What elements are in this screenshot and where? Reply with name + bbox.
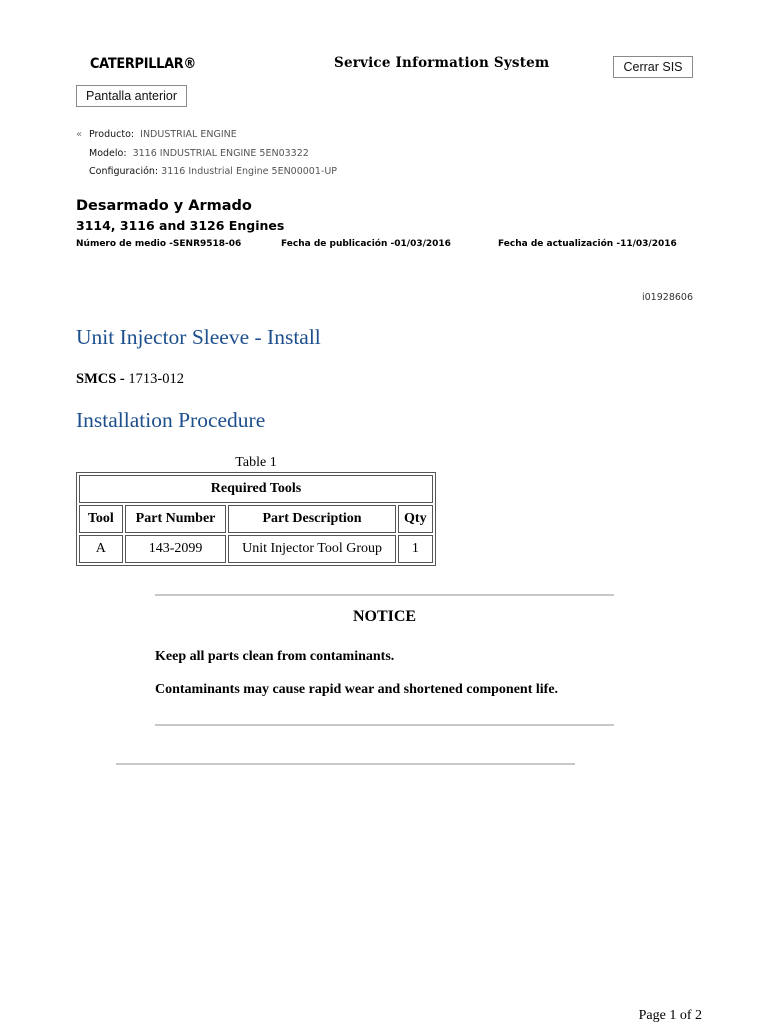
configuration-label: Configuración: [89, 166, 159, 177]
product-label: Producto: [89, 129, 135, 140]
column-header-part-description: Part Description [228, 505, 395, 533]
column-header-part-number: Part Number [125, 505, 227, 533]
notice-line-2: Contaminants may cause rapid wear and shortened component life. [155, 682, 559, 697]
table-row [79, 535, 433, 563]
model-value: 3116 INDUSTRIAL ENGINE 5EN03322 [132, 148, 309, 159]
table-title: Required Tools [79, 475, 433, 503]
document-id: i01928606 [642, 292, 693, 303]
configuration-value: 3116 Industrial Engine 5EN00001-UP [161, 166, 338, 177]
model-row [89, 148, 309, 159]
publication-date: Fecha de publicación -01/03/2016 [281, 239, 451, 249]
column-header-tool: Tool [79, 505, 123, 533]
cell-part-description: Unit Injector Tool Group [228, 535, 395, 563]
notice-top-divider [155, 594, 614, 596]
notice-title: NOTICE [352, 608, 417, 625]
close-sis-button[interactable]: Cerrar SIS [613, 56, 693, 78]
notice-line-1: Keep all parts clean from contaminants. [155, 649, 395, 664]
system-title: Service Information System [334, 55, 550, 71]
smcs-label: SMCS - [76, 371, 125, 387]
smcs-code [76, 371, 184, 388]
smcs-value: 1713-012 [128, 371, 184, 387]
notice-bottom-divider [155, 724, 614, 726]
caterpillar-logo: CATERPILLAR® [90, 56, 197, 72]
previous-screen-button[interactable]: Pantalla anterior [76, 85, 187, 107]
chevron-left-icon[interactable]: « [76, 129, 83, 140]
section-heading: Installation Procedure [76, 408, 266, 432]
cell-tool: A [79, 535, 123, 563]
table-caption: Table 1 [235, 455, 277, 470]
page-heading: Unit Injector Sleeve - Install [76, 325, 321, 349]
cell-part-number: 143-2099 [125, 535, 227, 563]
product-value: INDUSTRIAL ENGINE [140, 129, 237, 140]
page-number: Page 1 of 2 [638, 1008, 702, 1023]
model-label: Modelo: [89, 148, 127, 159]
configuration-row [89, 166, 337, 177]
cell-qty: 1 [398, 535, 433, 563]
required-tools-table [76, 472, 436, 566]
media-number: Número de medio -SENR9518-06 [76, 239, 242, 249]
document-title: Desarmado y Armado [76, 198, 252, 214]
document-subtitle: 3114, 3116 and 3126 Engines [76, 218, 285, 233]
update-date: Fecha de actualización -11/03/2016 [498, 239, 677, 249]
product-row [76, 129, 237, 140]
section-divider [116, 763, 575, 765]
column-header-qty: Qty [398, 505, 433, 533]
table-header-row [79, 505, 433, 533]
